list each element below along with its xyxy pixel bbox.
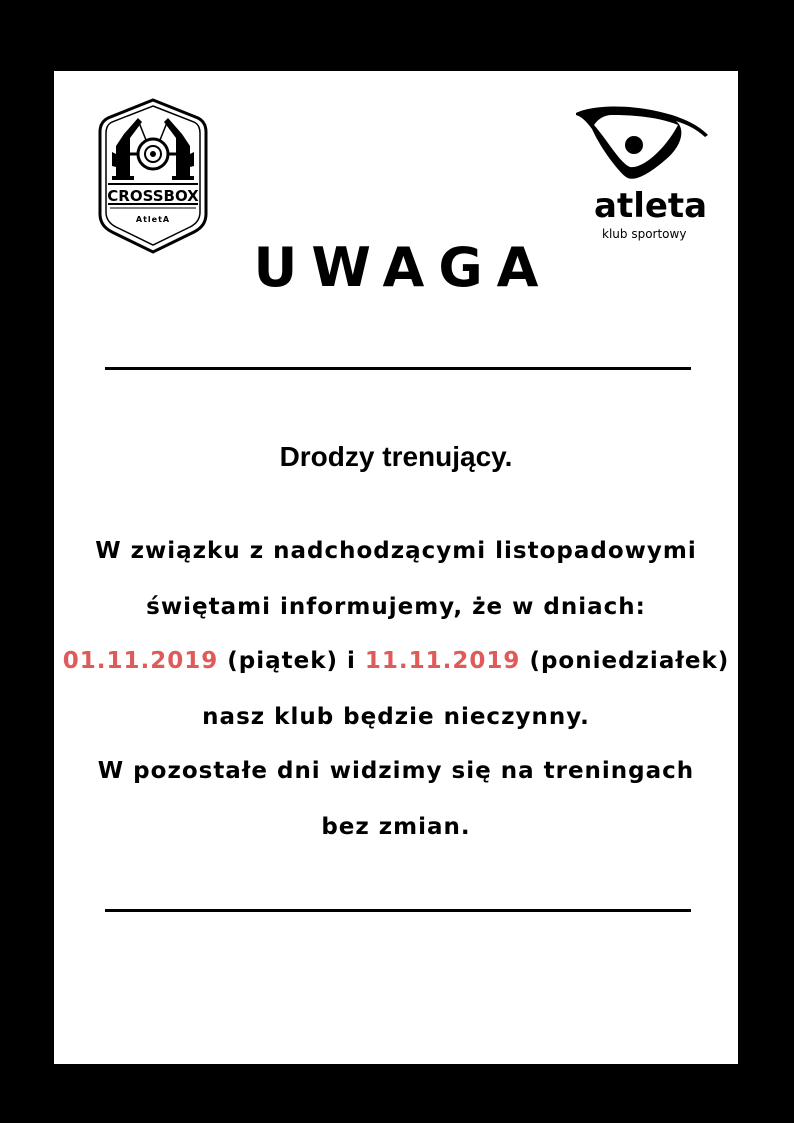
message-line-5: W pozostałe dni widzimy się na treningach	[97, 758, 695, 784]
message-line-6: bez zmian.	[321, 814, 471, 840]
crossbox-shield-icon	[94, 96, 212, 256]
closed-day-1: (piątek) i	[218, 648, 365, 674]
message-line-1: W związku z nadchodzącymi listopadowymi	[95, 538, 697, 564]
message-line-2: świętami informujemy, że w dniach:	[146, 594, 646, 620]
atleta-swoosh-icon	[572, 101, 712, 186]
atleta-sub-text: klub sportowy	[602, 227, 687, 241]
notice-title: UWAGA	[253, 236, 553, 299]
notice-sheet	[54, 71, 738, 1064]
closed-day-2: (poniedziałek)	[520, 648, 730, 674]
crossbox-brand-text: CROSSBOX	[107, 187, 199, 205]
bottom-divider	[105, 909, 691, 912]
message-line-4: nasz klub będzie nieczynny.	[202, 704, 590, 730]
closed-date-2: 11.11.2019	[364, 648, 521, 674]
greeting: Drodzy trenujący.	[279, 441, 513, 472]
top-divider	[105, 367, 691, 370]
message-line-dates	[54, 650, 738, 673]
atleta-logo	[572, 101, 712, 246]
closed-date-1: 01.11.2019	[62, 648, 219, 674]
crossbox-sub-text: AtletA	[135, 215, 171, 224]
atleta-brand-text: atleta	[594, 186, 708, 226]
crossbox-logo	[94, 96, 212, 256]
